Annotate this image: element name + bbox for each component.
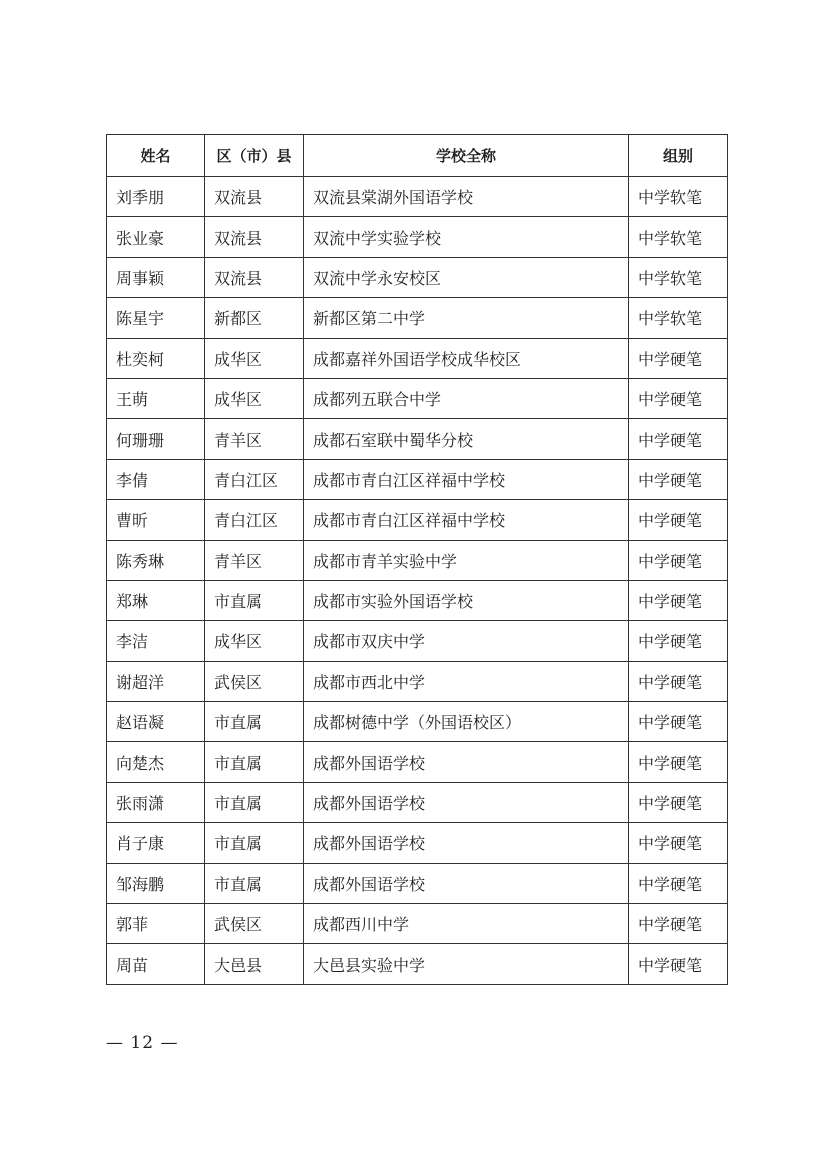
- table-row: [107, 338, 728, 378]
- cell-group: 中学软笔: [629, 257, 728, 297]
- table-row: [107, 661, 728, 701]
- header-group: 组别: [629, 135, 728, 177]
- cell-group: 中学硬笔: [629, 378, 728, 418]
- cell-school: 成都市双庆中学: [304, 621, 629, 661]
- cell-district: 青白江区: [205, 459, 304, 499]
- table-row: [107, 944, 728, 984]
- cell-school: 成都市青白江区祥福中学校: [304, 459, 629, 499]
- table-row: [107, 217, 728, 257]
- table-row: [107, 500, 728, 540]
- cell-school: 双流中学实验学校: [304, 217, 629, 257]
- cell-district: 武侯区: [205, 661, 304, 701]
- cell-district: 青白江区: [205, 500, 304, 540]
- cell-group: 中学硬笔: [629, 419, 728, 459]
- cell-group: 中学硬笔: [629, 863, 728, 903]
- cell-name: 郑琳: [107, 580, 205, 620]
- cell-name: 刘季朋: [107, 177, 205, 217]
- cell-school: 成都树德中学（外国语校区）: [304, 702, 629, 742]
- cell-district: 市直属: [205, 742, 304, 782]
- table-row: [107, 742, 728, 782]
- table-row: [107, 823, 728, 863]
- cell-school: 双流中学永安校区: [304, 257, 629, 297]
- roster-table: [106, 134, 728, 985]
- cell-district: 双流县: [205, 177, 304, 217]
- cell-group: 中学硬笔: [629, 944, 728, 984]
- cell-group: 中学硬笔: [629, 338, 728, 378]
- cell-name: 赵语凝: [107, 702, 205, 742]
- cell-school: 成都西川中学: [304, 904, 629, 944]
- cell-district: 青羊区: [205, 419, 304, 459]
- cell-district: 新都区: [205, 298, 304, 338]
- cell-school: 成都市实验外国语学校: [304, 580, 629, 620]
- table-row: [107, 702, 728, 742]
- cell-school: 成都外国语学校: [304, 863, 629, 903]
- table-row: [107, 298, 728, 338]
- cell-name: 李洁: [107, 621, 205, 661]
- cell-district: 双流县: [205, 257, 304, 297]
- cell-name: 王萌: [107, 378, 205, 418]
- cell-district: 成华区: [205, 338, 304, 378]
- cell-group: 中学硬笔: [629, 459, 728, 499]
- cell-name: 李倩: [107, 459, 205, 499]
- cell-district: 双流县: [205, 217, 304, 257]
- cell-school: 新都区第二中学: [304, 298, 629, 338]
- header-school: 学校全称: [304, 135, 629, 177]
- cell-school: 成都石室联中蜀华分校: [304, 419, 629, 459]
- cell-group: 中学硬笔: [629, 580, 728, 620]
- cell-name: 杜奕柯: [107, 338, 205, 378]
- table-row: [107, 540, 728, 580]
- table-row: [107, 378, 728, 418]
- cell-name: 谢超洋: [107, 661, 205, 701]
- cell-school: 大邑县实验中学: [304, 944, 629, 984]
- cell-district: 成华区: [205, 378, 304, 418]
- cell-district: 市直属: [205, 823, 304, 863]
- cell-group: 中学硬笔: [629, 500, 728, 540]
- cell-group: 中学软笔: [629, 298, 728, 338]
- cell-name: 陈星宇: [107, 298, 205, 338]
- cell-name: 肖子康: [107, 823, 205, 863]
- cell-name: 周事颖: [107, 257, 205, 297]
- header-district: 区（市）县: [205, 135, 304, 177]
- cell-school: 成都列五联合中学: [304, 378, 629, 418]
- cell-group: 中学硬笔: [629, 702, 728, 742]
- cell-district: 市直属: [205, 782, 304, 822]
- cell-name: 何珊珊: [107, 419, 205, 459]
- table-row: [107, 459, 728, 499]
- cell-school: 成都市西北中学: [304, 661, 629, 701]
- cell-name: 曹昕: [107, 500, 205, 540]
- table-row: [107, 621, 728, 661]
- cell-district: 市直属: [205, 580, 304, 620]
- cell-name: 邹海鹏: [107, 863, 205, 903]
- header-name: 姓名: [107, 135, 205, 177]
- cell-name: 郭菲: [107, 904, 205, 944]
- cell-group: 中学硬笔: [629, 823, 728, 863]
- cell-district: 成华区: [205, 621, 304, 661]
- cell-school: 成都外国语学校: [304, 823, 629, 863]
- cell-school: 成都嘉祥外国语学校成华校区: [304, 338, 629, 378]
- page-number: — 12 —: [106, 1033, 179, 1053]
- cell-group: 中学软笔: [629, 217, 728, 257]
- cell-name: 张业豪: [107, 217, 205, 257]
- cell-district: 青羊区: [205, 540, 304, 580]
- cell-group: 中学软笔: [629, 177, 728, 217]
- cell-district: 武侯区: [205, 904, 304, 944]
- cell-district: 市直属: [205, 863, 304, 903]
- table-row: [107, 904, 728, 944]
- cell-name: 张雨潇: [107, 782, 205, 822]
- table-row: [107, 782, 728, 822]
- cell-group: 中学硬笔: [629, 621, 728, 661]
- table-row: [107, 419, 728, 459]
- cell-school: 成都市青羊实验中学: [304, 540, 629, 580]
- cell-group: 中学硬笔: [629, 904, 728, 944]
- cell-name: 陈秀琳: [107, 540, 205, 580]
- cell-district: 市直属: [205, 702, 304, 742]
- cell-school: 成都市青白江区祥福中学校: [304, 500, 629, 540]
- table-row: [107, 580, 728, 620]
- cell-name: 周苗: [107, 944, 205, 984]
- cell-group: 中学硬笔: [629, 661, 728, 701]
- table-header-row: [107, 135, 728, 177]
- cell-name: 向楚杰: [107, 742, 205, 782]
- cell-group: 中学硬笔: [629, 782, 728, 822]
- cell-group: 中学硬笔: [629, 540, 728, 580]
- cell-school: 双流县棠湖外国语学校: [304, 177, 629, 217]
- table-row: [107, 863, 728, 903]
- cell-school: 成都外国语学校: [304, 782, 629, 822]
- table-row: [107, 257, 728, 297]
- cell-group: 中学硬笔: [629, 742, 728, 782]
- cell-school: 成都外国语学校: [304, 742, 629, 782]
- table-row: [107, 177, 728, 217]
- cell-district: 大邑县: [205, 944, 304, 984]
